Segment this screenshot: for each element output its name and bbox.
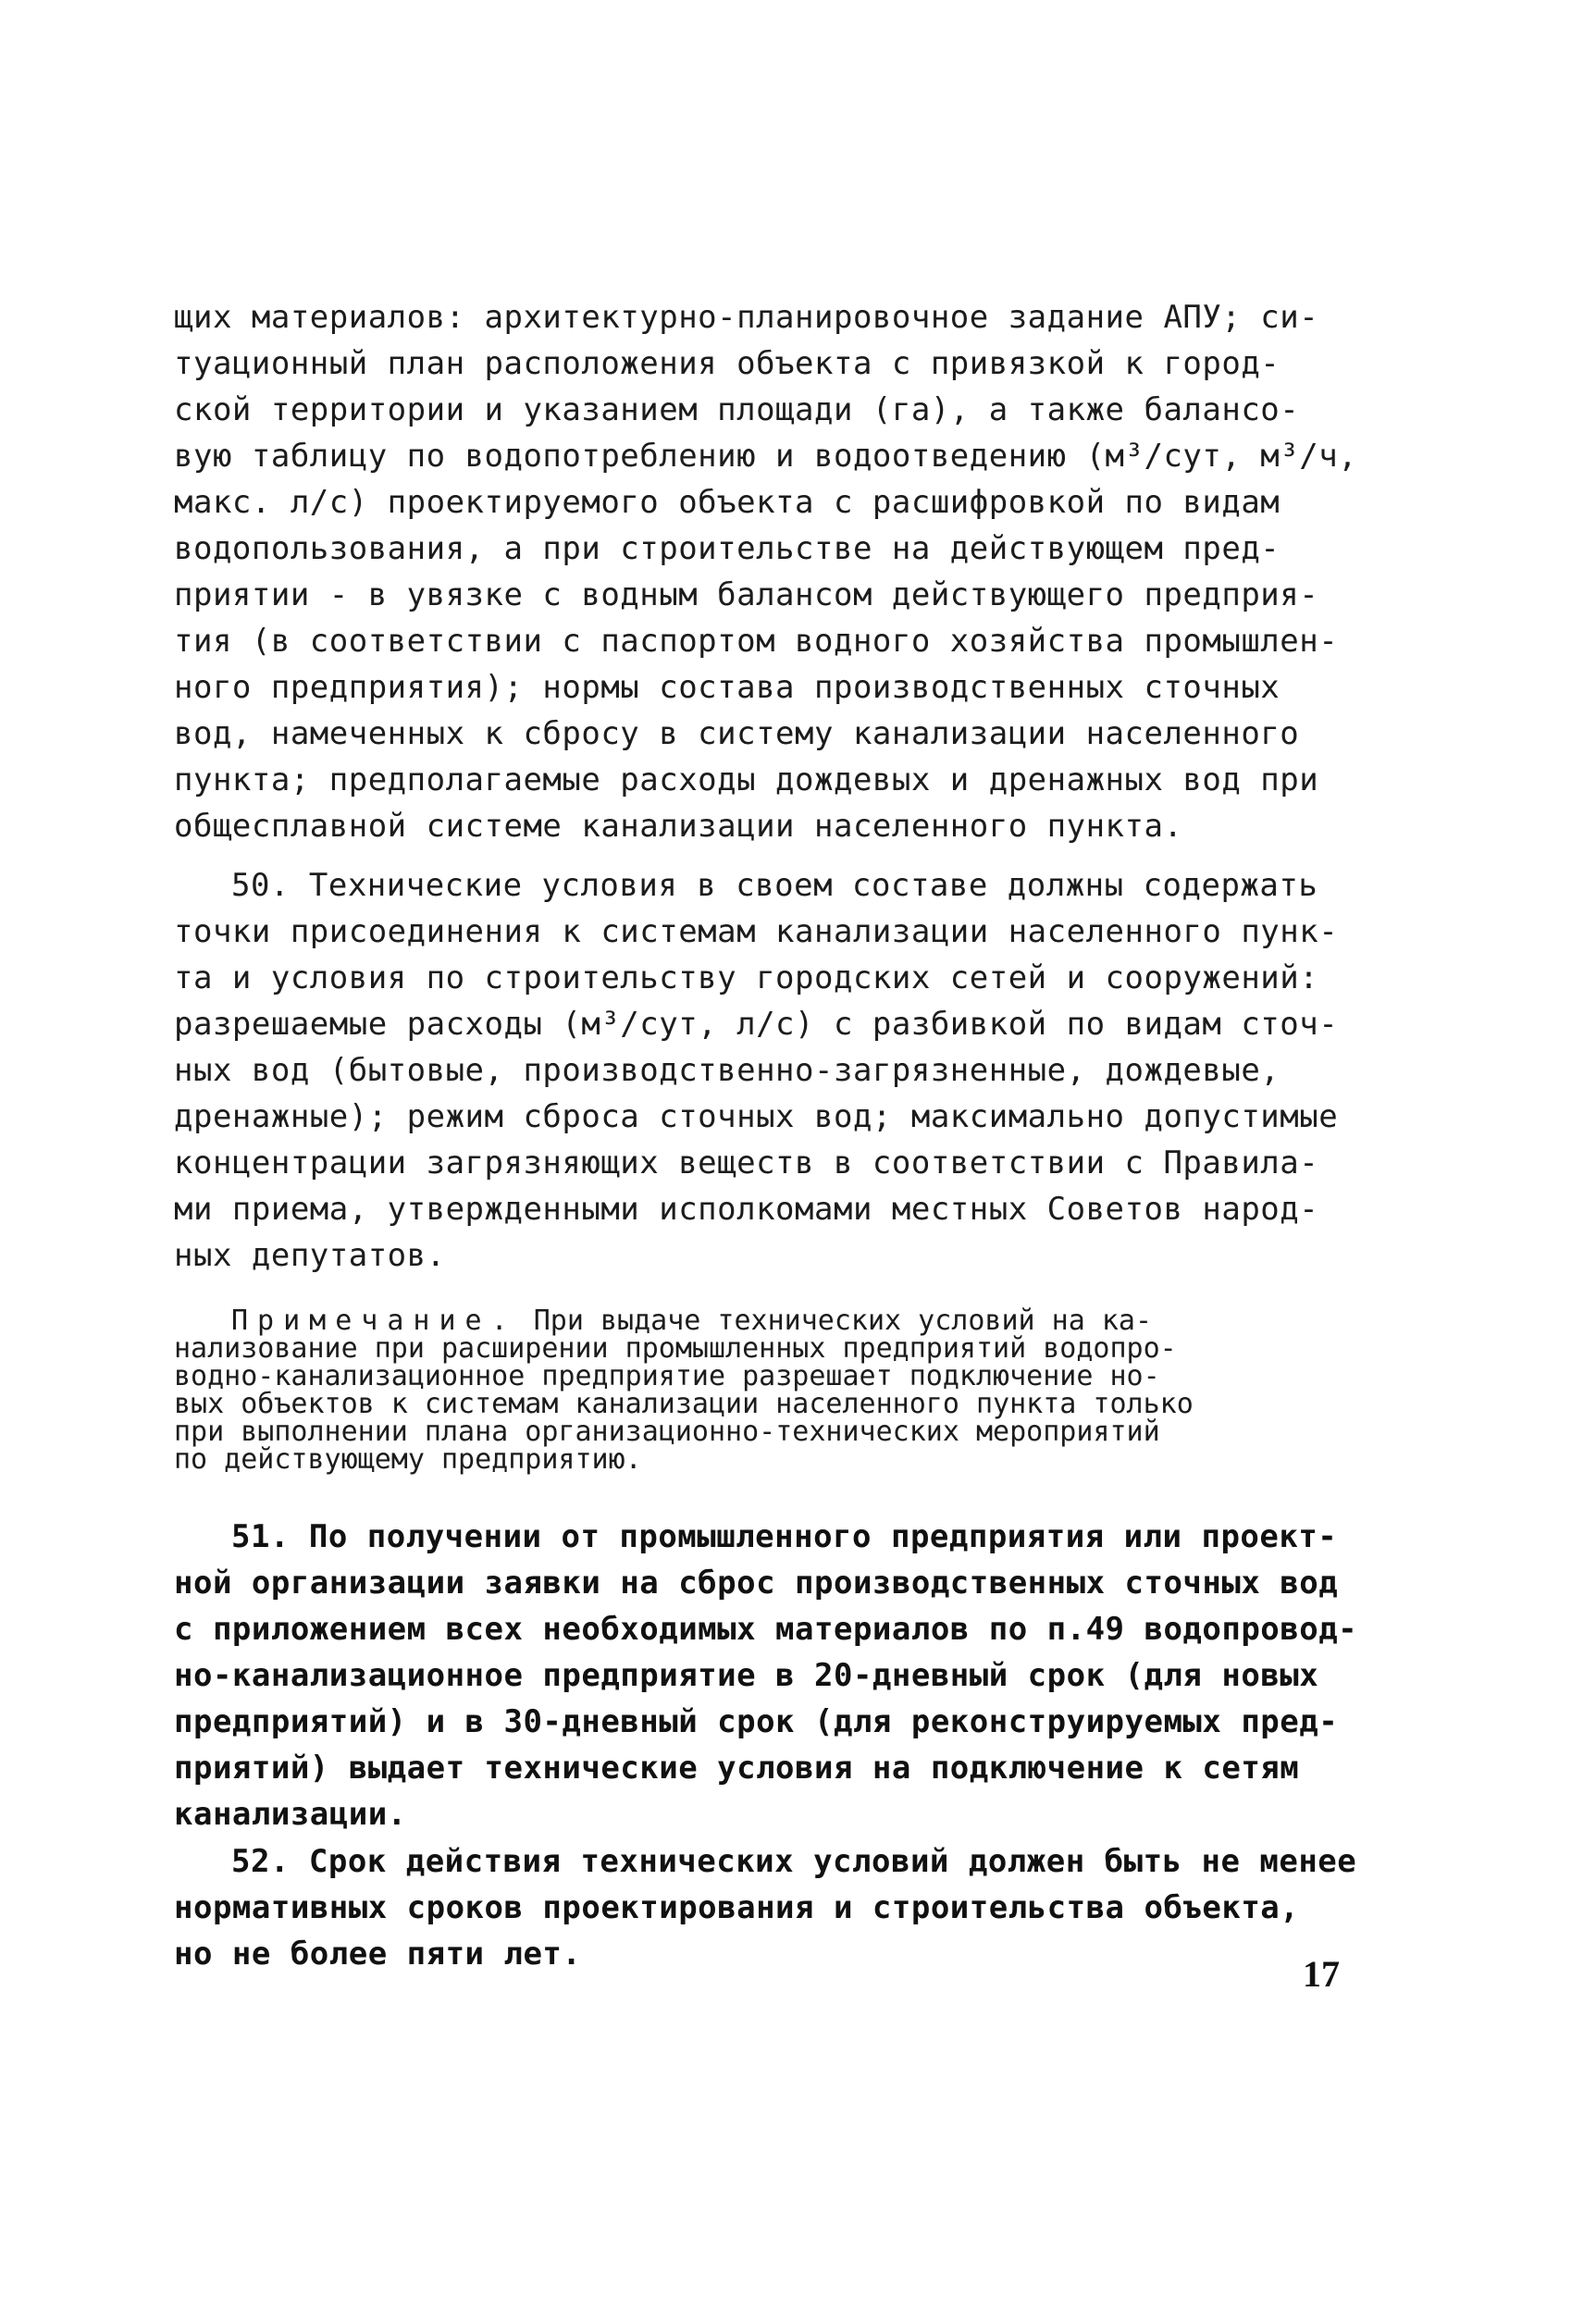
text-line: тия (в соответствии с паспортом водного хозяйства промышлен-: [174, 623, 1339, 660]
note-line: нализование при расширении промышленных предприятий водопро-: [174, 1332, 1177, 1365]
paragraph-51: [174, 1514, 1386, 1837]
text-line: 52. Срок действия технических условий должен быть не менее: [231, 1843, 1357, 1880]
text-line: приятий) выдает технические условия на подключение к сетям: [174, 1750, 1300, 1787]
note-line: при выполнении плана организационно-технических мероприятий: [174, 1416, 1160, 1448]
text-line: та и условия по строительству городских сетей и сооружений:: [174, 959, 1319, 996]
text-line: ных вод (бытовые, производственно-загрязненные, дождевые,: [174, 1052, 1281, 1089]
paragraph-50: [174, 862, 1386, 1279]
note-text: При выдаче технических условий на ка-: [533, 1305, 1153, 1337]
text-line: но не более пяти лет.: [174, 1936, 582, 1973]
text-line: 50. Технические условия в своем составе должны содержать: [231, 867, 1318, 904]
page-number: 17: [1303, 1953, 1340, 1995]
text-line: вую таблицу по водопотреблению и водоотведению (м³/сут, м³/ч,: [174, 438, 1358, 475]
text-line: ного предприятия); нормы состава производственных сточных: [174, 669, 1281, 706]
text-line: общесплавной системе канализации населенного пункта.: [174, 808, 1183, 845]
note-first-line: [174, 1307, 1386, 1335]
text-line: дренажные); режим сброса сточных вод; максимально допустимые: [174, 1098, 1339, 1135]
text-line: точки присоединения к системам канализации населенного пунк-: [174, 913, 1339, 950]
text-line: с приложением всех необходимых материалов по п.49 водопровод-: [174, 1611, 1358, 1648]
note-line: вых объектов к системам канализации населенного пункта только: [174, 1388, 1194, 1420]
text-line: пункта; предполагаемые расходы дождевых и дренажных вод при: [174, 761, 1319, 798]
text-line: но-канализационное предприятие в 20-дневный срок (для новых: [174, 1657, 1319, 1694]
note-line: водно-канализационное предприятие разрешает подключение но-: [174, 1360, 1160, 1392]
note-label: Примечание.: [231, 1305, 517, 1337]
text-line: нормативных сроков проектирования и строительства объекта,: [174, 1889, 1300, 1926]
text-line: ской территории и указанием площади (га), а также балансо-: [174, 391, 1300, 428]
text-line: ных депутатов.: [174, 1237, 446, 1274]
text-line: канализации.: [174, 1796, 407, 1833]
text-line: приятии - в увязке с водным балансом действующего предприя-: [174, 576, 1319, 613]
text-line: макс. л/с) проектируемого объекта с расшифровкой по видам: [174, 484, 1281, 521]
text-line: разрешаемые расходы (м³/сут, л/с) с разбивкой по видам сточ-: [174, 1006, 1339, 1043]
text-line: щих материалов: архитектурно-планировочное задание АПУ; си-: [174, 299, 1319, 336]
paragraph-continuation: [174, 294, 1386, 849]
text-line: концентрации загрязняющих веществ в соответствии с Правила-: [174, 1144, 1319, 1181]
text-line: водопользования, а при строительстве на действующем пред-: [174, 530, 1281, 567]
paragraph-52: [174, 1838, 1386, 1977]
text-line: туационный план расположения объекта с привязкой к город-: [174, 345, 1281, 382]
note-block: [174, 1307, 1386, 1474]
text-line: ной организации заявки на сброс производственных сточных вод: [174, 1565, 1339, 1602]
text-line: вод, намеченных к сбросу в систему канализации населенного: [174, 715, 1300, 752]
note-line: по действующему предприятию.: [174, 1443, 642, 1476]
text-line: 51. По получении от промышленного предприятия или проект-: [231, 1518, 1338, 1555]
text-line: предприятий) и в 30-дневный срок (для реконструируемых пред-: [174, 1703, 1339, 1740]
text-line: ми приема, утвержденными исполкомами местных Советов народ-: [174, 1191, 1319, 1228]
